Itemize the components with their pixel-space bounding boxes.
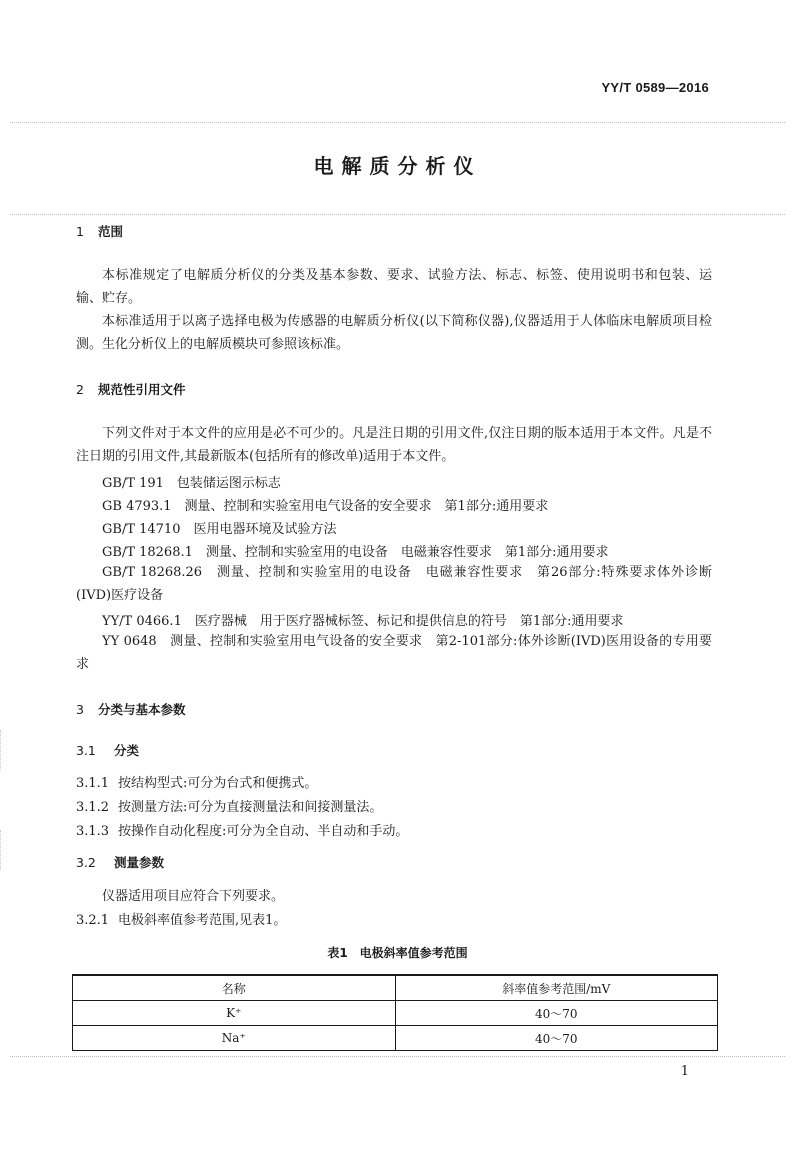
clause-item [76,772,317,791]
section-3-2-paragraph: 仪器适用项目应符合下列要求。 [102,889,285,904]
table-header-cell: 名称 [73,975,396,1001]
reference-item: YY 0648 测量、控制和实验室用电气设备的安全要求 第2-101部分:体外诊断(IVD)医用设备的专用要求 [76,634,712,672]
page-number: 1 [680,1064,689,1079]
clause-number: 3.2.1 [76,913,110,928]
section-3-1-heading [76,741,139,759]
clause-item [76,820,408,839]
clause-number: 3.1.2 [76,800,110,815]
table-cell: K⁺ [73,1001,396,1026]
scan-edge-mark [0,730,9,770]
section-title: 测量参数 [114,855,165,870]
footer-divider [10,1056,785,1057]
section-1-paragraph-1: 本标准规定了电解质分析仪的分类及基本参数、要求、试验方法、标志、标签、使用说明书和包装、运输、贮存。 [76,268,712,306]
clause-item [76,796,382,815]
reference-item: GB/T 18268.26 测量、控制和实验室用的电设备 电磁兼容性要求 第26部分:特殊要求体外诊断(IVD)医疗设备 [76,565,712,603]
clause-text: 按操作自动化程度:可分为全自动、半自动和手动。 [118,824,409,839]
section-1-paragraph-2: 本标准适用于以离子选择电极为传感器的电解质分析仪(以下简称仪器),仪器适用于人体临床电解质项目检测。生化分析仪上的电解质模块可参照该标准。 [76,314,712,352]
clause-number: 3.1.1 [76,776,110,791]
clause-text: 按测量方法:可分为直接测量法和间接测量法。 [118,800,383,815]
table-header-row [73,975,718,1001]
reference-item: GB/T 14710 医用电器环境及试验方法 [102,522,337,537]
table-caption: 表1 电极斜率值参考范围 [327,946,468,960]
section-1-heading [76,222,123,240]
scan-edge-mark [0,830,9,870]
standard-code: YY/T 0589—2016 [601,80,709,95]
section-number: 3.1 [76,743,96,758]
section-3-2-heading [76,853,164,871]
reference-item: GB/T 18268.1 测量、控制和实验室用的电设备 电磁兼容性要求 第1部分:通用要求 [102,545,609,560]
reference-item: GB 4793.1 测量、控制和实验室用电气设备的安全要求 第1部分:通用要求 [102,499,549,514]
section-2-heading [76,380,186,398]
section-number: 1 [76,224,84,239]
title-divider [10,214,785,215]
table-cell: 40～70 [395,1026,718,1051]
section-title: 范围 [98,224,124,239]
section-number: 3 [76,702,84,717]
clause-text: 电极斜率值参考范围,见表1。 [118,913,287,928]
section-2-paragraph-1: 下列文件对于本文件的应用是必不可少的。凡是注日期的引用文件,仅注日期的版本适用于本文件。凡是不注日期的引用文件,其最新版本(包括所有的修改单)适用于本文件。 [76,426,712,464]
table-cell: Na⁺ [73,1026,396,1051]
table-row [73,1001,718,1026]
clause-item [76,909,286,928]
section-title: 分类与基本参数 [98,702,186,717]
slope-range-table [72,974,718,1051]
clause-text: 按结构型式:可分为台式和便携式。 [118,776,318,791]
section-3-heading [76,700,186,718]
section-number: 3.2 [76,855,96,870]
document-title: 电解质分析仪 [313,154,482,178]
table-cell: 40～70 [395,1001,718,1026]
section-title: 规范性引用文件 [98,382,186,397]
section-title: 分类 [114,743,140,758]
header-divider [10,122,785,123]
clause-number: 3.1.3 [76,824,110,839]
table-row [73,1026,718,1051]
section-number: 2 [76,382,84,397]
table-header-cell: 斜率值参考范围/mV [395,975,718,1001]
reference-item: YY/T 0466.1 医疗器械 用于医疗器械标签、标记和提供信息的符号 第1部分:通用要求 [102,614,624,629]
reference-item: GB/T 191 包装储运图示标志 [102,476,281,491]
